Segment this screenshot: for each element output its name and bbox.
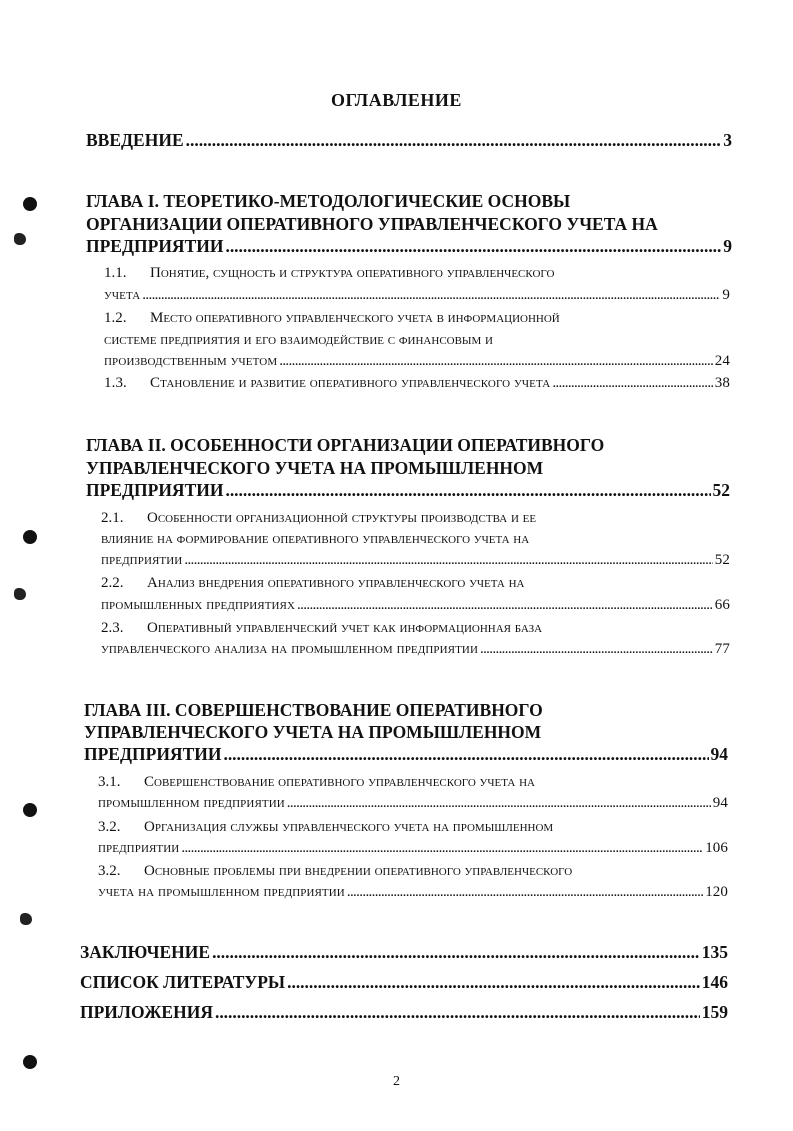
ink-blot	[14, 233, 26, 245]
section-page: 52	[714, 552, 730, 568]
toc-entry-appendices	[80, 1002, 728, 1023]
section-number: 1.2.	[104, 310, 127, 326]
chapter-2-title-last	[86, 480, 730, 501]
section-2-2-last	[101, 597, 730, 614]
chapter-3-title-last	[84, 744, 728, 765]
section-text: Анализ внедрения оперативного управленческого учета на	[147, 575, 525, 591]
section-page: 106	[705, 840, 728, 856]
section-text: управленческого анализа на промышленном предприятии	[101, 641, 478, 657]
section-number: 2.2.	[101, 575, 124, 591]
section-text: предприятии	[98, 840, 180, 856]
dot-leader	[223, 744, 708, 765]
dot-leader	[279, 353, 713, 370]
section-text: промышленном предприятии	[98, 795, 285, 811]
section-number: 1.3.	[104, 375, 127, 391]
punch-hole	[23, 530, 37, 544]
section-1-2-last	[104, 353, 730, 370]
page-number: 2	[393, 1074, 400, 1089]
chapter-1-title-line-3: ПРЕДПРИЯТИИ	[86, 236, 224, 256]
punch-hole	[23, 197, 37, 211]
section-number: 1.1.	[104, 265, 127, 281]
section-1-2-line-1	[104, 310, 560, 327]
chapter-3-title-line-2: УПРАВЛЕНЧЕСКОГО УЧЕТА НА ПРОМЫШЛЕННОМ	[84, 722, 542, 742]
page-title: ОГЛАВЛЕНИЕ	[331, 90, 462, 110]
punch-hole	[23, 1055, 37, 1069]
chapter-3-title-line-1: ГЛАВА III. СОВЕРШЕНСТВОВАНИЕ ОПЕРАТИВНОГО	[84, 700, 543, 720]
dot-leader	[184, 552, 712, 569]
toc-entry-label: ПРИЛОЖЕНИЯ	[80, 1002, 213, 1022]
section-2-1-line-1	[101, 510, 536, 527]
chapter-1-title-last	[86, 236, 732, 257]
section-3-3-last	[98, 884, 728, 901]
section-1-2-line-2: системе предприятия и его взаимодействие с финансовым и	[104, 332, 493, 348]
chapter-1-title-line-1: ГЛАВА I. ТЕОРЕТИКО-МЕТОДОЛОГИЧЕСКИЕ ОСНОВЫ	[86, 191, 571, 211]
section-text: производственным учетом	[104, 353, 278, 369]
chapter-1-title-line-2: ОРГАНИЗАЦИИ ОПЕРАТИВНОГО УПРАВЛЕНЧЕСКОГО УЧЕТА НА	[86, 214, 658, 234]
section-number: 3.2.	[98, 863, 121, 879]
chapter-3-page: 94	[710, 744, 728, 764]
section-text: Понятие, сущность и структура оперативного управленческого	[150, 265, 555, 281]
section-3-1-last	[98, 795, 728, 812]
toc-entry-label: СПИСОК ЛИТЕРАТУРЫ	[80, 972, 286, 992]
section-3-2-line-1	[98, 819, 553, 836]
section-1-1-last	[104, 287, 730, 304]
section-3-1-line-1	[98, 774, 535, 791]
toc-entry-page: 3	[723, 130, 732, 150]
section-text: Особенности организационной структуры производства и ее	[147, 510, 537, 526]
section-text: учета	[104, 287, 141, 303]
section-text: Организация службы управленческого учета на промышленном	[144, 819, 554, 835]
toc-entry-label: ВВЕДЕНИЕ	[86, 130, 184, 150]
dot-leader	[225, 480, 710, 501]
toc-entry-conclusion	[80, 942, 728, 963]
section-text: Совершенствование оперативного управленческого учета на	[144, 774, 535, 790]
chapter-2-page: 52	[712, 480, 730, 500]
toc-entry-label: ЗАКЛЮЧЕНИЕ	[80, 942, 211, 962]
dot-leader	[287, 972, 700, 993]
section-3-2-last	[98, 840, 728, 857]
ink-blot	[20, 913, 32, 925]
section-page: 9	[722, 287, 730, 303]
section-page: 94	[712, 795, 728, 811]
section-text: промышленных предприятиях	[101, 597, 296, 613]
section-text: предприятии	[101, 552, 183, 568]
section-page: 24	[714, 353, 730, 369]
chapter-2-title-line-3: ПРЕДПРИЯТИИ	[86, 480, 224, 500]
section-page: 77	[714, 641, 730, 657]
toc-entry-page: 146	[701, 972, 728, 992]
dot-leader	[552, 375, 712, 392]
chapter-2-title-line-2: УПРАВЛЕНЧЕСКОГО УЧЕТА НА ПРОМЫШЛЕННОМ	[86, 458, 544, 478]
dot-leader	[212, 942, 700, 963]
dot-leader	[181, 840, 703, 857]
dot-leader	[480, 641, 713, 658]
dot-leader	[186, 130, 722, 151]
section-2-2-line-1	[101, 575, 525, 592]
section-number: 2.3.	[101, 620, 124, 636]
section-3-3-line-1	[98, 863, 572, 880]
section-label	[104, 375, 550, 392]
section-page: 120	[705, 884, 728, 900]
chapter-1-page: 9	[723, 236, 732, 256]
section-text: учета на промышленном предприятии	[98, 884, 345, 900]
section-text: Основные проблемы при внедрении оперативного управленческого	[144, 863, 573, 879]
chapter-3-title-line-3: ПРЕДПРИЯТИИ	[84, 744, 222, 764]
dot-leader	[347, 884, 703, 901]
section-page: 66	[714, 597, 730, 613]
ink-blot	[14, 588, 26, 600]
section-2-1-last	[101, 552, 730, 569]
section-1-3	[104, 375, 730, 392]
section-number: 3.2.	[98, 819, 121, 835]
section-1-1-line-1	[104, 265, 554, 282]
section-2-3-line-1	[101, 620, 542, 637]
section-text: Место оперативного управленческого учета в информационной	[150, 310, 560, 326]
dot-leader	[215, 1002, 700, 1023]
toc-entry-references	[80, 972, 728, 993]
punch-hole	[23, 803, 37, 817]
dot-leader	[297, 597, 713, 614]
section-text: Оперативный управленческий учет как информационная база	[147, 620, 543, 636]
toc-entry-page: 159	[701, 1002, 728, 1022]
section-text: Становление и развитие оперативного управленческого учета	[150, 375, 551, 391]
dot-leader	[142, 287, 720, 304]
dot-leader	[287, 795, 711, 812]
dot-leader	[225, 236, 721, 257]
toc-entry-page: 135	[701, 942, 728, 962]
section-number: 3.1.	[98, 774, 121, 790]
toc-entry-intro	[86, 130, 732, 151]
section-page: 38	[714, 375, 730, 391]
chapter-2-title-line-1: ГЛАВА II. ОСОБЕННОСТИ ОРГАНИЗАЦИИ ОПЕРАТИВНОГО	[86, 435, 605, 455]
section-2-3-last	[101, 641, 730, 658]
section-number: 2.1.	[101, 510, 124, 526]
section-2-1-line-2: влияние на формирование оперативного управленческого учета на	[101, 531, 530, 547]
